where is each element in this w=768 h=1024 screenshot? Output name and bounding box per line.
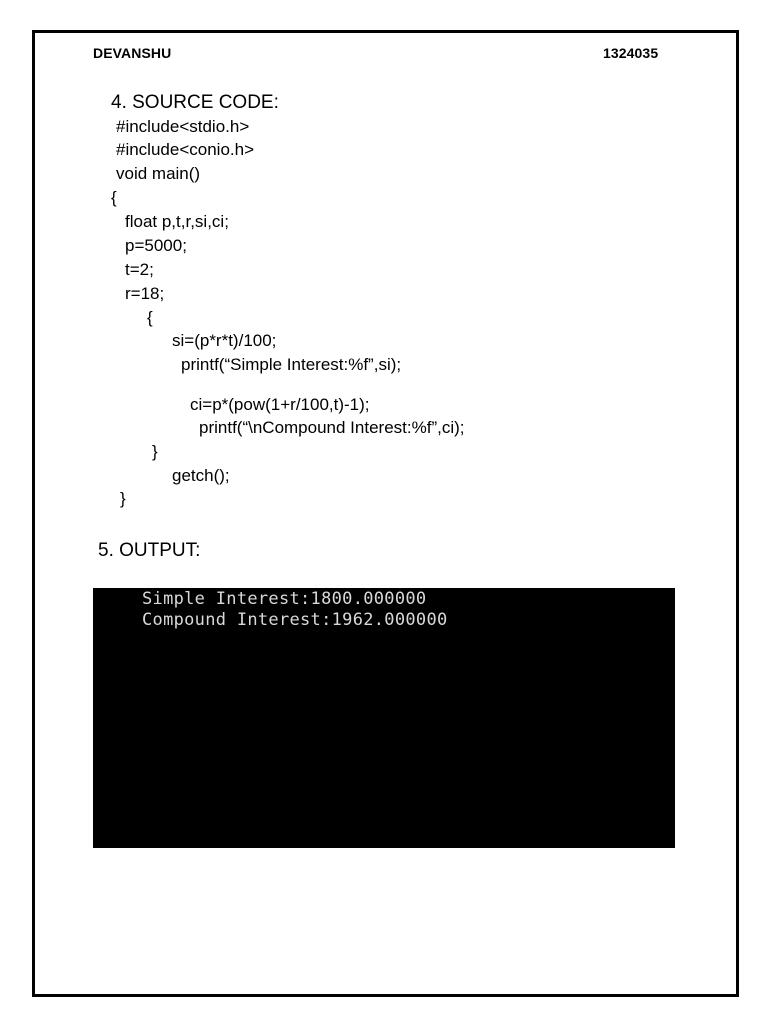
code-line: getch(); [172, 466, 230, 485]
code-line: float p,t,r,si,ci; [125, 212, 229, 231]
source-code-heading: 4. SOURCE CODE: [111, 92, 279, 113]
code-line: ci=p*(pow(1+r/100,t)-1); [190, 395, 370, 414]
code-line: #include<conio.h> [116, 140, 255, 159]
code-line: { [147, 308, 153, 327]
code-line: } [152, 442, 158, 461]
roll-number: 1324035 [603, 45, 659, 61]
console-line: Compound Interest:1962.000000 [142, 610, 448, 630]
code-line: { [111, 188, 117, 207]
code-line: r=18; [125, 284, 165, 303]
console-output-screenshot [93, 588, 675, 848]
code-line: p=5000; [125, 236, 187, 255]
console-line: Simple Interest:1800.000000 [142, 589, 427, 609]
code-line: void main() [116, 164, 201, 183]
output-heading: 5. OUTPUT: [98, 540, 201, 561]
code-line: #include<stdio.h> [116, 117, 250, 136]
code-line: si=(p*r*t)/100; [172, 331, 277, 350]
code-line: printf(“Simple Interest:%f”,si); [181, 355, 402, 374]
author-name: DEVANSHU [93, 45, 172, 61]
code-line: printf(“\nCompound Interest:%f”,ci); [199, 418, 465, 437]
code-line: t=2; [125, 260, 154, 279]
code-line: } [120, 489, 126, 508]
